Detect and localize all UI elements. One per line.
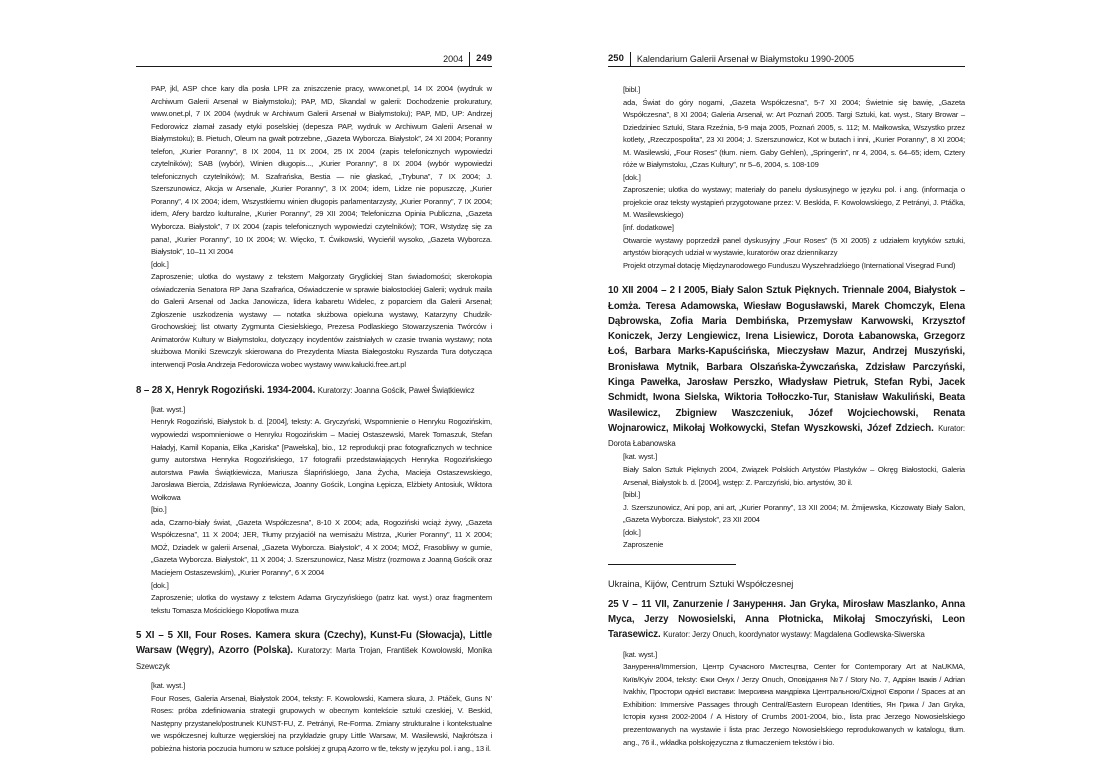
entry-heading (136, 628, 492, 674)
running-head-title: Kalendarium Galerii Arsenał w Białymstoku 1990-2005 (636, 54, 854, 64)
section-divider (608, 564, 736, 565)
entry-title: 5 XI – 5 XII, Four Roses. Kamera skura (Czechy), Kunst-Fu (Słowacja), Little Warsaw (Węgry), Azorro (Polska). (136, 630, 492, 657)
entry-curators: Kuratorzy: Marta Trojan, František Kowolowski, Monika Szewczyk (136, 646, 493, 671)
entry-title: 25 V – 11 VII, Zanurzenie / Занурення. Jan Gryka, Mirosław Maszlanko, Anna Myca, Jerzy Nowosielski, Anna Płotnicka, Mikołaj Smoczyński, Leon Tarasewicz. (608, 598, 965, 641)
bio-label: [bio.] (151, 505, 167, 515)
bibl-paragraph: J. Szerszunowicz, Ani pop, ani art, „Kurier Poranny”, 13 XII 2004; M. Żmijewska, Kiczowaty Biały Salon, „Gazeta Wyborcza. Białystok”, 23 XII 2004 (623, 502, 965, 525)
bibl-label: [bibl.] (623, 490, 641, 500)
page-number-right: 250 (608, 53, 624, 64)
right-page (608, 0, 965, 758)
kat-paragraph: Henryk Rogoziński, Białystok b. d. [2004], teksty: A. Gryczyński, Wspomnienie o Henryku Rogozińskim, wypowiedzi wspomnieniowe o Henryku Rogozińskim – Maciej Ostaszewski, Marek Tomaszuk, Stefan Haładyj, Kamil Kopania, Ełka „Kariska” [Pawełska], bio., 12 reprodukcji prac fotograficznych w technice gumy autorstwa Henryka Rogozińskiego, 17 fotografii przedstawiających Henryka Rogozińskiego autorstwa Pawła Świątkiewicza, Mariusza Ślaprińskiego, Jana Życha, Macieja Ostaszewskiego, Jarosława Biercia, Zdzisława Rynkiewicza, Joanny Gościk, Longina Łępicza, Elżbiety Antosiuk, Wiktora Wołkowa (151, 417, 492, 502)
dok-label: [dok.] (151, 580, 169, 590)
dok-paragraph: Zaproszenie; ulotka do wystawy z tekstem Adama Gryczyńskiego (patrz kat. wyst.) oraz fragmentem tekstu Tomasza Mościckiego Kłopotliwa muza (151, 593, 492, 615)
header-rule-left (136, 66, 492, 67)
kat-label: [kat. wyst.] (151, 404, 186, 414)
kat-label: [kat. wyst.] (623, 649, 658, 659)
dok-label: [dok.] (623, 527, 641, 537)
entry-heading (608, 597, 965, 643)
entry-heading (136, 383, 492, 398)
entry-heading (608, 283, 965, 451)
running-head-right (608, 51, 854, 67)
dok-label: [dok.] (151, 259, 169, 269)
kat-paragraph: Занурення/Immersion, Центр Сучасного Мистецтва, Center for Contemporary Art at NaUKMA, Київ/Kyiv 2004, teksty: Єжи Онух / Jerzy Onuch, Оповідання №7 / Story No. 7, Адріян Іваків / Adrian Ivakhiv, Простори однієї вистави: Імерсивна мандрівка Центральною/Східної Європи / Spaces at an Exhibition: Immersive Passages through Central/Eastern European Identities, Ян Грика / Jan Gryka, Історія кузня 2002-2004 / A History of Crumbs 2001-2004, bio., lista prac Jerzego Nowosielskiego prezentowanych na wystawie i lista prac Jerzego Nowosielskiego reprodukowanych w katalogu, tłum. ang., 76 il., wkładka polskojęzyczna z tłumaczeniem tekstów i bio. (623, 662, 965, 747)
section-location: Ukraina, Kijów, Centrum Sztuki Współczesnej (608, 578, 794, 589)
running-head-year: 2004 (443, 54, 464, 64)
right-page-content (608, 84, 965, 749)
entry-curators: Kuratorzy: Joanna Gościk, Paweł Świątkiewicz (317, 385, 475, 395)
entry-curators: Kurator: Jerzy Onuch, koordynator wystawy: Magdalena Godlewska-Siwerska (663, 630, 925, 640)
dok-paragraph: Zaproszenie; ulotka do wystawy; materiały do panelu dyskusyjnego w języku pol. i ang. (informacja o projekcie oraz teksty wystąpień przygotowane przez: V. Beskida, F. Kowolowskiego, Z Petrányi, J. Ptáčka, M. Wasilewskiego) (623, 185, 965, 220)
dok-paragraph: Zaproszenie; ulotka do wystawy z tekstem Małgorzaty Gryglickiej Stan świadomości; skerokopia oświadczenia Senatora RP Jana Szafrańca, Oświadczenie w sprawie białostockiej Galerii; wydruk maila do Galerii Arsenał od Jacka Janowicza, lidera kabaretu Widelec, z poparciem dla Galerii Arsenał; Zgłoszenie uszkodzenia wystawy — notatka służbowa opiekuna wystawy, Katarzyny Chudzik-Grochowskiej; list otwarty Zygmunta Ciesielskiego, Prezesa Podlaskiego Stowarzyszenia Twórców i Animatorów Kultury w Białymstoku, dotyczący incydentów zaistniałych w czasie trwania wystawy; nota służbowa Moniki Szewczyk skierowana do Prezydenta Miasta Białegostoku Ryszarda Tura dotycząca interwencji Posła Andrzeja Fedorowicza wobec wystawy www.kałucki.free.art.pl (151, 272, 492, 370)
running-head-divider (469, 52, 470, 66)
entry-curators: Kurator: Dorota Łabanowska (608, 423, 965, 449)
inf-label: [inf. dodatkowe] (623, 223, 674, 233)
dok-paragraph: Zaproszenie (623, 540, 664, 550)
bibliography-paragraph: PAP, jkl, ASP chce kary dla posła LPR za zniszczenie pracy, www.onet.pl, 14 IX 2004 (wydruk w Archiwum Galerii Arsenał w Białymstoku); PAP, MD, Skandal w galerii: Dochodzenie prokuratury, www.onet.pl, 7 IX 2004 (wydruk w Archiwum Galerii Arsenał w Białymstoku); PAP, MD, UP: Andrzej Fedorowicz złamał zasady etyki poselskiej (depesza PAP, wydruk w Archiwum Galerii Arsenał w Białymstoku); B. Pietuch, Oleum na gwałt potrzebne, „Gazeta Wyborcza. Białystok”, 24 XI 2004; Poranny telefon, „Kurier Poranny”, 8 IX 2004, 11 IX 2004, 25 IX 2004 (zapis telefonicznych wypowiedzi czytelników); SAB (wybór), Winien długopis..., „Kurier Poranny”, 8 IX 2004 (wybór wypowiedzi telefonicznych czytelników); M. Szafrańska, Bestia — nie głaskać, „Trybuna”, 7 IX 2004; J. Szerszunowicz, Akcja w Arsenale, „Kurier Poranny”, 3 IX 2004; idem, Lidze nie popuszczę, „Kurier Poranny”, 4 IX 2004; idem, Wszystkiemu winien długopis parlamentarzysty, „Kurier Poranny”, 7 IX 2004; idem, Afery bardzo kulturalne, „Kurier Poranny”, 29 XII 2004; Telefoniczna Opinia Publiczna, „Gazeta Wyborcza. Białystok”, 7 IX 2004 (zapis telefonicznych wypowiedzi czytelników); TOR, Wstydzę się za pana!, „Kurier Poranny”, 10 IX 2004; W. Więcko, T. Ćwikowski, Wycieńil wysoko, „Gazeta Wyborcza. Białystok”, 10–11 XI 2004 (151, 84, 492, 257)
inf-paragraph: Projekt otrzymał dotację Międzynarodowego Funduszu Wyszehradzkiego (International Visegrad Fund) (623, 260, 956, 270)
kat-label: [kat. wyst.] (623, 452, 658, 462)
bibl-paragraph: ada, Świat do góry nogami, „Gazeta Współczesna”, 5-7 XI 2004; Świetnie się bawię, „Gazeta Współczesna”, 8 XI 2004; Galeria Arsenał, w: Art Poznań 2005. Targi Sztuki, kat. wyst., Stary Browar – Dziedziniec Sztuki, Stara Rzeźnia, 5-9 maja 2005, Poznań 2005, s. 112; M. Małkowska, Wszystko przez kotlety, „Rzeczpospolita”, 23 XI 2004; J. Szerszunowicz, Kot w butach i inni, „Kurier Poranny”, 8 XI 2004; M. Wasilewski, „Four Roses” (tłum. niem. Gaby Gehlen), „Springerin”, nr 4, 2004, s. 64–65; idem, Cztery róże w Białymstoku, „Czas Kultury”, nr 5–6, 2004, s. 108-109 (623, 97, 965, 170)
dok-label: [dok.] (623, 172, 641, 182)
running-head-left (443, 51, 492, 67)
running-head-divider (630, 52, 631, 66)
kat-label: [kat. wyst.] (151, 681, 186, 691)
bibl-label: [bibl.] (623, 85, 641, 94)
bio-paragraph: ada, Czarno-biały świat, „Gazeta Współczesna”, 8-10 X 2004; ada, Rogoziński wciąż żywy, „Gazeta Współczesna”, 11 X 2004; JER, Tłumy przyjaciół na wernisażu Mistrza, „Kurier Poranny”, 11 X 2004; MOŻ, Dziadek w galerii Arsenał, „Gazeta Wyborcza. Białystok”, 4 X 2004; MOŻ, Frasobliwy w gumie, „Gazeta Wyborcza. Białystok”, 11 X 2004; J. Szerszunowicz, Nasz Mistrz (rozmowa z Joanną Gościk oraz Maciejem Ostaszewskim), „Kurier Poranny”, 6 X 2004 (151, 517, 492, 577)
kat-paragraph: Four Roses, Galeria Arsenał, Białystok 2004, teksty: F. Kowolowski, Kamera skura, J. Ptáček, Guns N’ Roses: próba zdefiniowania strategii grupowych w obecnym kontekście sztuki czeskiej, V. Beskid, Następny przystanek/postrunek KUNST-FU, Z. Petrányi, Re-Forma. Zmiany strukturalne i kontekstualne we współczesnej kulturze węgierskiej na przykładzie grupy Little Warsaw, M. Wasilewski, Najkrótsza i pobieżna historia poczucia humoru w sztuce polskiej z grupą Azorro w tle, teksty w języku pol. i ang., 13 il. (151, 693, 492, 753)
left-page-content (136, 83, 492, 755)
entry-title: 10 XII 2004 – 2 I 2005, Biały Salon Sztuk Pięknych. Triennale 2004, Białystok – Łomża. Teresa Adamowska, Wiesław Bogusławski, Marek Chomczyk, Elena Dąbrowska, Zofia Maria Dembińska, Przemysław Karwowski, Krzysztof Koniczek, Jerzy Lengiewicz, Irena Lisiewicz, Dorota Łabanowska, Grzegorz Łoś, Barbara Marks-Kapuścińska, Mieczysław Mazur, Andrzej Muszyński, Bronisława Mytnik, Barbara Olszańska-Żywczańska, Zdzisław Parczyński, Kinga Pawełka, Jarosław Perszko, Władysław Pietruk, Stefan Rybi, Jacek Schmidt, Iwona Sielska, Wiktoria Tołłoczko-Tur, Stanisław Wakuliński, Beata Wasilewicz, Zbigniew Waszczeniuk, Józef Wojciechowski, Renata Wojnarowicz, Mikołaj Wołkowycki, Stefan Wyszkowski, Józef Zdziech. (608, 285, 965, 434)
inf-paragraph: Otwarcie wystawy poprzedził panel dyskusyjny „Four Roses” (5 XI 2005) z udziałem krytyków sztuki, artystów biorących udział w wystawie, kuratorów oraz dziennikarzy (623, 235, 965, 258)
entry-title: 8 – 28 X, Henryk Rogoziński. 1934-2004. (136, 384, 316, 396)
kat-paragraph: Biały Salon Sztuk Pięknych 2004, Związek Polskich Artystów Plastyków – Okręg Białostocki, Galeria Arsenał, Białystok b. d. [2004], wstęp: Z. Parczyński, bio. artystów, 30 il. (623, 465, 965, 487)
page-number-left: 249 (476, 53, 492, 64)
left-page (136, 0, 492, 758)
header-rule-right (608, 66, 965, 67)
